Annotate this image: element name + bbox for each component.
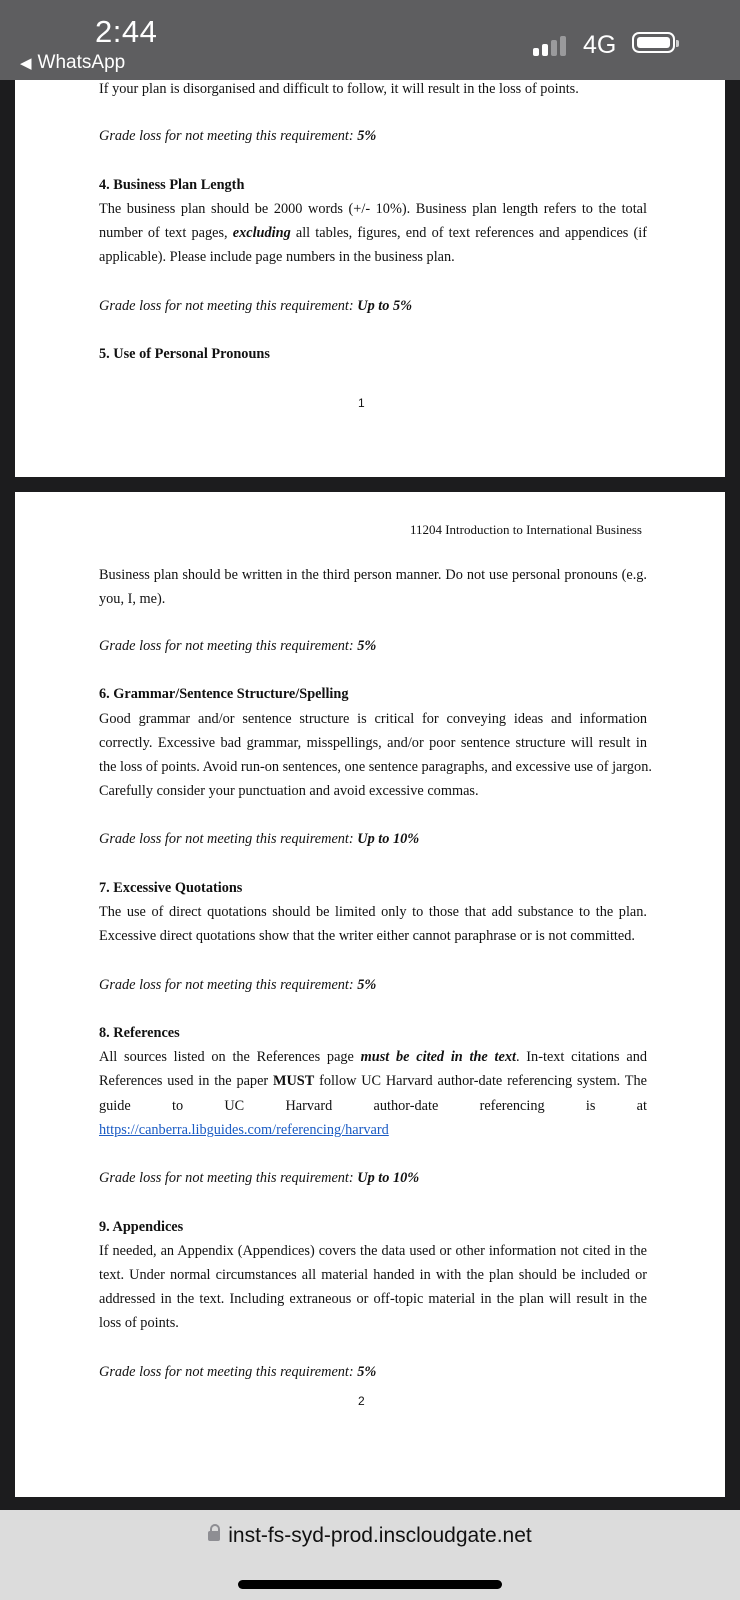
section-heading: 8. References xyxy=(99,1025,180,1041)
text-line: the loss of points. Avoid run-on sentences, one sentence paragraphs, and excessive use of jargon. xyxy=(99,759,652,775)
grade-loss-note: Grade loss for not meeting this requirement: Up to 10% xyxy=(99,831,420,847)
text-line: References used in the paper MUST follow UC Harvard author-date referencing system. The xyxy=(99,1073,647,1089)
battery-icon xyxy=(632,32,675,53)
back-app-label: WhatsApp xyxy=(37,52,126,73)
page-number: 1 xyxy=(358,396,365,410)
text-line: text. Under normal circumstances all material handed in with the plan should be included or xyxy=(99,1267,647,1283)
text-line: All sources listed on the References page must be cited in the text. In-text citations and xyxy=(99,1049,648,1065)
text-line: loss of points. xyxy=(99,1315,179,1331)
grade-loss-note: Grade loss for not meeting this requirement: 5% xyxy=(99,128,377,144)
section-heading: 4. Business Plan Length xyxy=(99,177,245,193)
section-heading: 9. Appendices xyxy=(99,1219,184,1235)
text-line: If needed, an Appendix (Appendices) covers the data used or other information not cited in the xyxy=(99,1243,647,1259)
status-bar xyxy=(0,0,740,80)
text-line: applicable). Please include page numbers in the business plan. xyxy=(99,249,455,265)
page-number: 2 xyxy=(358,1394,365,1408)
running-head: 11204 Introduction to International Business xyxy=(409,522,642,537)
grade-loss-note: Grade loss for not meeting this requirement: 5% xyxy=(99,638,377,654)
text-line: guide to UC Harvard author-date referencing is at xyxy=(99,1098,647,1114)
url-text: inst-fs-syd-prod.inscloudgate.net xyxy=(228,1524,532,1547)
text-line: correctly. Excessive bad grammar, misspellings, and/or poor sentence structure will result in xyxy=(99,735,647,751)
grade-loss-note: Grade loss for not meeting this requirement: Up to 5% xyxy=(99,298,413,314)
text-line: you, I, me). xyxy=(99,591,166,607)
network-type: 4G xyxy=(583,31,617,59)
grade-loss-note: Grade loss for not meeting this requirement: 5% xyxy=(99,977,377,993)
text-line: Carefully consider your punctuation and avoid excessive commas. xyxy=(99,783,479,799)
section-heading: 6. Grammar/Sentence Structure/Spelling xyxy=(99,686,349,702)
document-page-1 xyxy=(15,80,725,477)
section-heading: 7. Excessive Quotations xyxy=(99,880,243,896)
signal-strength-icon xyxy=(533,36,571,56)
back-arrow-icon: ◀ xyxy=(20,55,32,72)
url-display[interactable] xyxy=(0,1524,740,1548)
text-line: If your plan is disorganised and difficult to follow, it will result in the loss of points. xyxy=(99,81,579,97)
section-heading: 5. Use of Personal Pronouns xyxy=(99,346,270,362)
clock: 2:44 xyxy=(95,14,158,49)
text-line: The use of direct quotations should be limited only to those that add substance to the plan. xyxy=(99,904,647,920)
text-line: number of text pages, excluding all tables, figures, end of text references and appendices (if xyxy=(99,225,648,241)
text-line: The business plan should be 2000 words (+/- 10%). Business plan length refers to the total xyxy=(99,201,647,217)
grade-loss-note: Grade loss for not meeting this requirement: Up to 10% xyxy=(99,1170,420,1186)
text-line: Good grammar and/or sentence structure is critical for conveying ideas and information xyxy=(99,711,647,727)
grade-loss-note: Grade loss for not meeting this requirement: 5% xyxy=(99,1364,377,1380)
text-line: Business plan should be written in the third person manner. Do not use personal pronouns (e.g. xyxy=(99,567,647,583)
home-indicator[interactable] xyxy=(238,1580,502,1589)
document-page-2 xyxy=(15,492,725,1497)
lock-icon xyxy=(208,1531,220,1541)
harvard-referencing-link[interactable]: https://canberra.libguides.com/referencing/harvard xyxy=(99,1122,389,1138)
text-line: addressed in the text. Including extraneous or off-topic material in the plan will result in the xyxy=(99,1291,647,1307)
text-line: Excessive direct quotations show that the writer either cannot paraphrase or is not committed. xyxy=(99,928,635,944)
back-to-app-button[interactable] xyxy=(20,52,125,74)
